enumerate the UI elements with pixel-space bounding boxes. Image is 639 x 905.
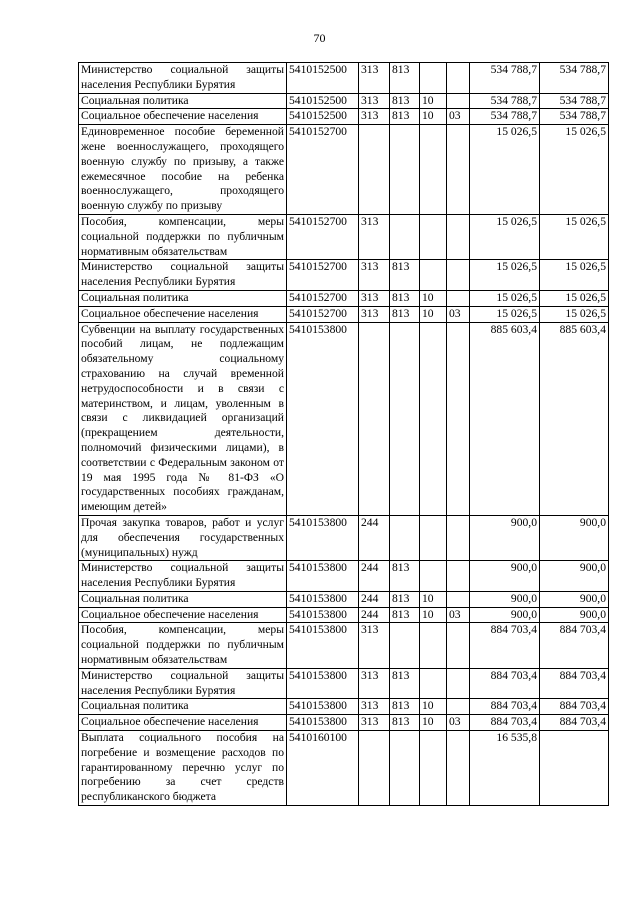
administrator-code: 813 bbox=[390, 561, 420, 592]
amount-second-year: 900,0 bbox=[540, 561, 609, 592]
amount-first-year: 534 788,7 bbox=[470, 93, 540, 109]
amount-first-year: 15 026,5 bbox=[470, 306, 540, 322]
subsection-code bbox=[447, 290, 470, 306]
row-name: Министерство социальной защиты населения Республики Бурятия bbox=[79, 260, 287, 291]
section-code bbox=[420, 125, 447, 215]
target-article-code: 5410153800 bbox=[287, 668, 359, 699]
expense-type-code bbox=[359, 322, 390, 515]
target-article-code: 5410152500 bbox=[287, 63, 359, 94]
row-name: Социальная политика bbox=[79, 290, 287, 306]
administrator-code: 813 bbox=[390, 591, 420, 607]
administrator-code bbox=[390, 731, 420, 806]
amount-first-year: 15 026,5 bbox=[470, 125, 540, 215]
administrator-code: 813 bbox=[390, 668, 420, 699]
expense-type-code: 313 bbox=[359, 306, 390, 322]
section-code bbox=[420, 260, 447, 291]
amount-first-year: 884 703,4 bbox=[470, 623, 540, 668]
expense-type-code: 313 bbox=[359, 214, 390, 259]
target-article-code: 5410153800 bbox=[287, 715, 359, 731]
row-name: Социальное обеспечение населения bbox=[79, 607, 287, 623]
row-name: Социальная политика bbox=[79, 93, 287, 109]
section-code bbox=[420, 561, 447, 592]
target-article-code: 5410153800 bbox=[287, 591, 359, 607]
page-number: 70 bbox=[313, 31, 326, 45]
amount-second-year: 15 026,5 bbox=[540, 214, 609, 259]
row-name: Социальное обеспечение населения bbox=[79, 109, 287, 125]
table-row bbox=[79, 607, 609, 623]
administrator-code: 813 bbox=[390, 306, 420, 322]
administrator-code bbox=[390, 623, 420, 668]
expense-type-code: 244 bbox=[359, 591, 390, 607]
amount-first-year: 884 703,4 bbox=[470, 715, 540, 731]
target-article-code: 5410152700 bbox=[287, 306, 359, 322]
row-name: Пособия, компенсации, меры социальной поддержки по публичным нормативным обязательствам bbox=[79, 623, 287, 668]
amount-first-year: 534 788,7 bbox=[470, 63, 540, 94]
section-code bbox=[420, 63, 447, 94]
table-row bbox=[79, 306, 609, 322]
row-name: Социальное обеспечение населения bbox=[79, 715, 287, 731]
section-code bbox=[420, 731, 447, 806]
row-name: Прочая закупка товаров, работ и услуг для обеспечения государственных (муниципальных) нужд bbox=[79, 515, 287, 560]
expense-type-code: 313 bbox=[359, 715, 390, 731]
section-code bbox=[420, 322, 447, 515]
administrator-code: 813 bbox=[390, 715, 420, 731]
administrator-code bbox=[390, 322, 420, 515]
section-code bbox=[420, 668, 447, 699]
section-code: 10 bbox=[420, 306, 447, 322]
administrator-code: 813 bbox=[390, 607, 420, 623]
target-article-code: 5410153800 bbox=[287, 699, 359, 715]
target-article-code: 5410152500 bbox=[287, 109, 359, 125]
table-row bbox=[79, 515, 609, 560]
row-name: Единовременное пособие беременной жене военнослужащего, проходящего военную службу по призыву, а также ежемесячное пособие на ребенка военнослужащего, проходящего военную службу по призыву bbox=[79, 125, 287, 215]
subsection-code: 03 bbox=[447, 109, 470, 125]
row-name: Социальная политика bbox=[79, 591, 287, 607]
amount-first-year: 900,0 bbox=[470, 515, 540, 560]
subsection-code bbox=[447, 322, 470, 515]
amount-second-year: 534 788,7 bbox=[540, 63, 609, 94]
amount-first-year: 884 703,4 bbox=[470, 668, 540, 699]
target-article-code: 5410152700 bbox=[287, 260, 359, 291]
administrator-code bbox=[390, 515, 420, 560]
expense-type-code: 244 bbox=[359, 515, 390, 560]
amount-second-year: 900,0 bbox=[540, 591, 609, 607]
expense-type-code: 244 bbox=[359, 607, 390, 623]
row-name: Субвенции на выплату государственных пособий лицам, не подлежащим обязательному социальному страхованию на случай временной нетрудоспособности и в связи с материнством, и лицам, уволенным в связи с ликвидацией организаций (прекращением деятельности, полномочий физическими лицами), в соответствии с Федеральным законом от 19 мая 1995 года № 81-ФЗ «О государственных пособиях гражданам, имеющим детей» bbox=[79, 322, 287, 515]
table-row bbox=[79, 93, 609, 109]
amount-second-year: 900,0 bbox=[540, 515, 609, 560]
target-article-code: 5410152700 bbox=[287, 290, 359, 306]
table-row bbox=[79, 322, 609, 515]
expense-type-code bbox=[359, 125, 390, 215]
subsection-code bbox=[447, 591, 470, 607]
row-name: Социальная политика bbox=[79, 699, 287, 715]
section-code: 10 bbox=[420, 607, 447, 623]
subsection-code bbox=[447, 515, 470, 560]
table-row bbox=[79, 591, 609, 607]
target-article-code: 5410152700 bbox=[287, 214, 359, 259]
table-row bbox=[79, 699, 609, 715]
section-code: 10 bbox=[420, 591, 447, 607]
amount-second-year: 884 703,4 bbox=[540, 715, 609, 731]
subsection-code bbox=[447, 731, 470, 806]
table-row bbox=[79, 623, 609, 668]
amount-first-year: 15 026,5 bbox=[470, 290, 540, 306]
subsection-code bbox=[447, 63, 470, 94]
row-name: Министерство социальной защиты населения Республики Бурятия bbox=[79, 63, 287, 94]
row-name: Социальное обеспечение населения bbox=[79, 306, 287, 322]
table-row bbox=[79, 668, 609, 699]
table-row bbox=[79, 125, 609, 215]
expense-type-code: 244 bbox=[359, 561, 390, 592]
amount-first-year: 885 603,4 bbox=[470, 322, 540, 515]
subsection-code bbox=[447, 260, 470, 291]
subsection-code bbox=[447, 561, 470, 592]
row-name: Министерство социальной защиты населения Республики Бурятия bbox=[79, 668, 287, 699]
section-code: 10 bbox=[420, 109, 447, 125]
amount-second-year: 884 703,4 bbox=[540, 668, 609, 699]
administrator-code: 813 bbox=[390, 63, 420, 94]
subsection-code: 03 bbox=[447, 306, 470, 322]
amount-first-year: 534 788,7 bbox=[470, 109, 540, 125]
target-article-code: 5410152500 bbox=[287, 93, 359, 109]
section-code bbox=[420, 214, 447, 259]
target-article-code: 5410153800 bbox=[287, 607, 359, 623]
amount-first-year: 900,0 bbox=[470, 607, 540, 623]
target-article-code: 5410153800 bbox=[287, 623, 359, 668]
amount-second-year: 884 703,4 bbox=[540, 699, 609, 715]
subsection-code bbox=[447, 623, 470, 668]
row-name: Выплата социального пособия на погребение и возмещение расходов по гарантированному перечню услуг по погребению за счет средств республиканского бюджета bbox=[79, 731, 287, 806]
target-article-code: 5410152700 bbox=[287, 125, 359, 215]
budget-table-body bbox=[79, 63, 609, 806]
subsection-code: 03 bbox=[447, 715, 470, 731]
expense-type-code: 313 bbox=[359, 623, 390, 668]
expense-type-code: 313 bbox=[359, 109, 390, 125]
target-article-code: 5410160100 bbox=[287, 731, 359, 806]
row-name: Министерство социальной защиты населения Республики Бурятия bbox=[79, 561, 287, 592]
row-name: Пособия, компенсации, меры социальной поддержки по публичным нормативным обязательствам bbox=[79, 214, 287, 259]
amount-second-year: 884 703,4 bbox=[540, 623, 609, 668]
subsection-code bbox=[447, 125, 470, 215]
amount-first-year: 900,0 bbox=[470, 591, 540, 607]
subsection-code bbox=[447, 699, 470, 715]
amount-first-year: 16 535,8 bbox=[470, 731, 540, 806]
administrator-code: 813 bbox=[390, 109, 420, 125]
table-row bbox=[79, 109, 609, 125]
section-code bbox=[420, 623, 447, 668]
administrator-code bbox=[390, 125, 420, 215]
amount-first-year: 15 026,5 bbox=[470, 214, 540, 259]
table-row bbox=[79, 214, 609, 259]
section-code bbox=[420, 515, 447, 560]
budget-table bbox=[78, 62, 609, 806]
target-article-code: 5410153800 bbox=[287, 561, 359, 592]
subsection-code bbox=[447, 668, 470, 699]
table-row bbox=[79, 561, 609, 592]
amount-second-year bbox=[540, 731, 609, 806]
subsection-code bbox=[447, 93, 470, 109]
table-row bbox=[79, 260, 609, 291]
expense-type-code: 313 bbox=[359, 699, 390, 715]
amount-first-year: 900,0 bbox=[470, 561, 540, 592]
expense-type-code bbox=[359, 731, 390, 806]
amount-second-year: 900,0 bbox=[540, 607, 609, 623]
amount-second-year: 15 026,5 bbox=[540, 306, 609, 322]
section-code: 10 bbox=[420, 699, 447, 715]
amount-second-year: 15 026,5 bbox=[540, 260, 609, 291]
subsection-code bbox=[447, 214, 470, 259]
target-article-code: 5410153800 bbox=[287, 515, 359, 560]
amount-second-year: 15 026,5 bbox=[540, 290, 609, 306]
amount-second-year: 534 788,7 bbox=[540, 109, 609, 125]
expense-type-code: 313 bbox=[359, 63, 390, 94]
amount-second-year: 885 603,4 bbox=[540, 322, 609, 515]
table-row bbox=[79, 715, 609, 731]
subsection-code: 03 bbox=[447, 607, 470, 623]
administrator-code bbox=[390, 214, 420, 259]
amount-second-year: 15 026,5 bbox=[540, 125, 609, 215]
expense-type-code: 313 bbox=[359, 668, 390, 699]
amount-first-year: 15 026,5 bbox=[470, 260, 540, 291]
administrator-code: 813 bbox=[390, 93, 420, 109]
expense-type-code: 313 bbox=[359, 93, 390, 109]
expense-type-code: 313 bbox=[359, 290, 390, 306]
administrator-code: 813 bbox=[390, 260, 420, 291]
section-code: 10 bbox=[420, 93, 447, 109]
section-code: 10 bbox=[420, 715, 447, 731]
table-row bbox=[79, 290, 609, 306]
administrator-code: 813 bbox=[390, 699, 420, 715]
amount-second-year: 534 788,7 bbox=[540, 93, 609, 109]
section-code: 10 bbox=[420, 290, 447, 306]
target-article-code: 5410153800 bbox=[287, 322, 359, 515]
table-row bbox=[79, 63, 609, 94]
amount-first-year: 884 703,4 bbox=[470, 699, 540, 715]
expense-type-code: 313 bbox=[359, 260, 390, 291]
table-row bbox=[79, 731, 609, 806]
administrator-code: 813 bbox=[390, 290, 420, 306]
